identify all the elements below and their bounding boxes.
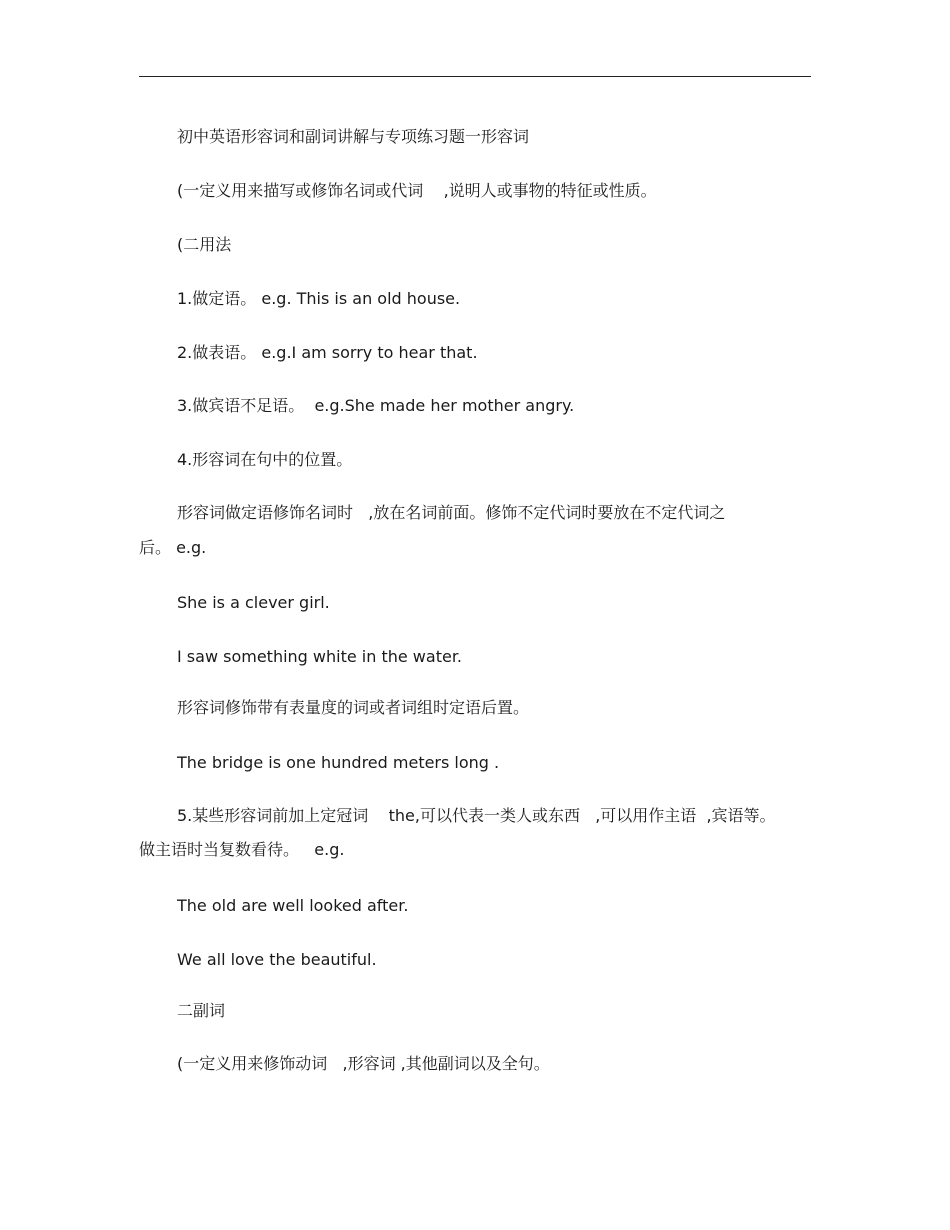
usage-item-4: 4.形容词在句中的位置。 — [177, 450, 353, 469]
definite-article-rule-line-2: 做主语时当复数看待。 e.g. — [139, 840, 345, 859]
position-rule-line-1: 形容词做定语修饰名词时 ,放在名词前面。修饰不定代词时要放在不定代词之 — [177, 503, 726, 522]
example-sentence-3: The bridge is one hundred meters long . — [177, 753, 500, 772]
document-title: 初中英语形容词和副词讲解与专项练习题一形容词 — [177, 127, 530, 146]
header-rule — [139, 76, 811, 77]
example-sentence-1: She is a clever girl. — [177, 593, 330, 612]
usage-item-3: 3.做宾语不足语。 e.g.She made her mother angry. — [177, 396, 575, 415]
adverb-heading: 二副词 — [177, 1001, 226, 1020]
position-rule-line-2: 后。 e.g. — [139, 538, 207, 557]
example-sentence-4: The old are well looked after. — [177, 896, 409, 915]
usage-item-2: 2.做表语。 e.g.I am sorry to hear that. — [177, 343, 478, 362]
adverb-definition: (一定义用来修饰动词 ,形容词 ,其他副词以及全句。 — [177, 1054, 550, 1073]
example-sentence-2: I saw something white in the water. — [177, 647, 463, 666]
example-sentence-5: We all love the beautiful. — [177, 950, 377, 969]
adjective-definition: (一定义用来描写或修饰名词或代词 ,说明人或事物的特征或性质。 — [177, 181, 657, 200]
postposition-rule: 形容词修饰带有表量度的词或者词组时定语后置。 — [177, 698, 530, 717]
definite-article-rule-line-1: 5.某些形容词前加上定冠词 the,可以代表一类人或东西 ,可以用作主语 ,宾语等。 — [177, 806, 776, 825]
usage-item-1: 1.做定语。 e.g. This is an old house. — [177, 289, 461, 308]
usage-heading: (二用法 — [177, 235, 232, 254]
